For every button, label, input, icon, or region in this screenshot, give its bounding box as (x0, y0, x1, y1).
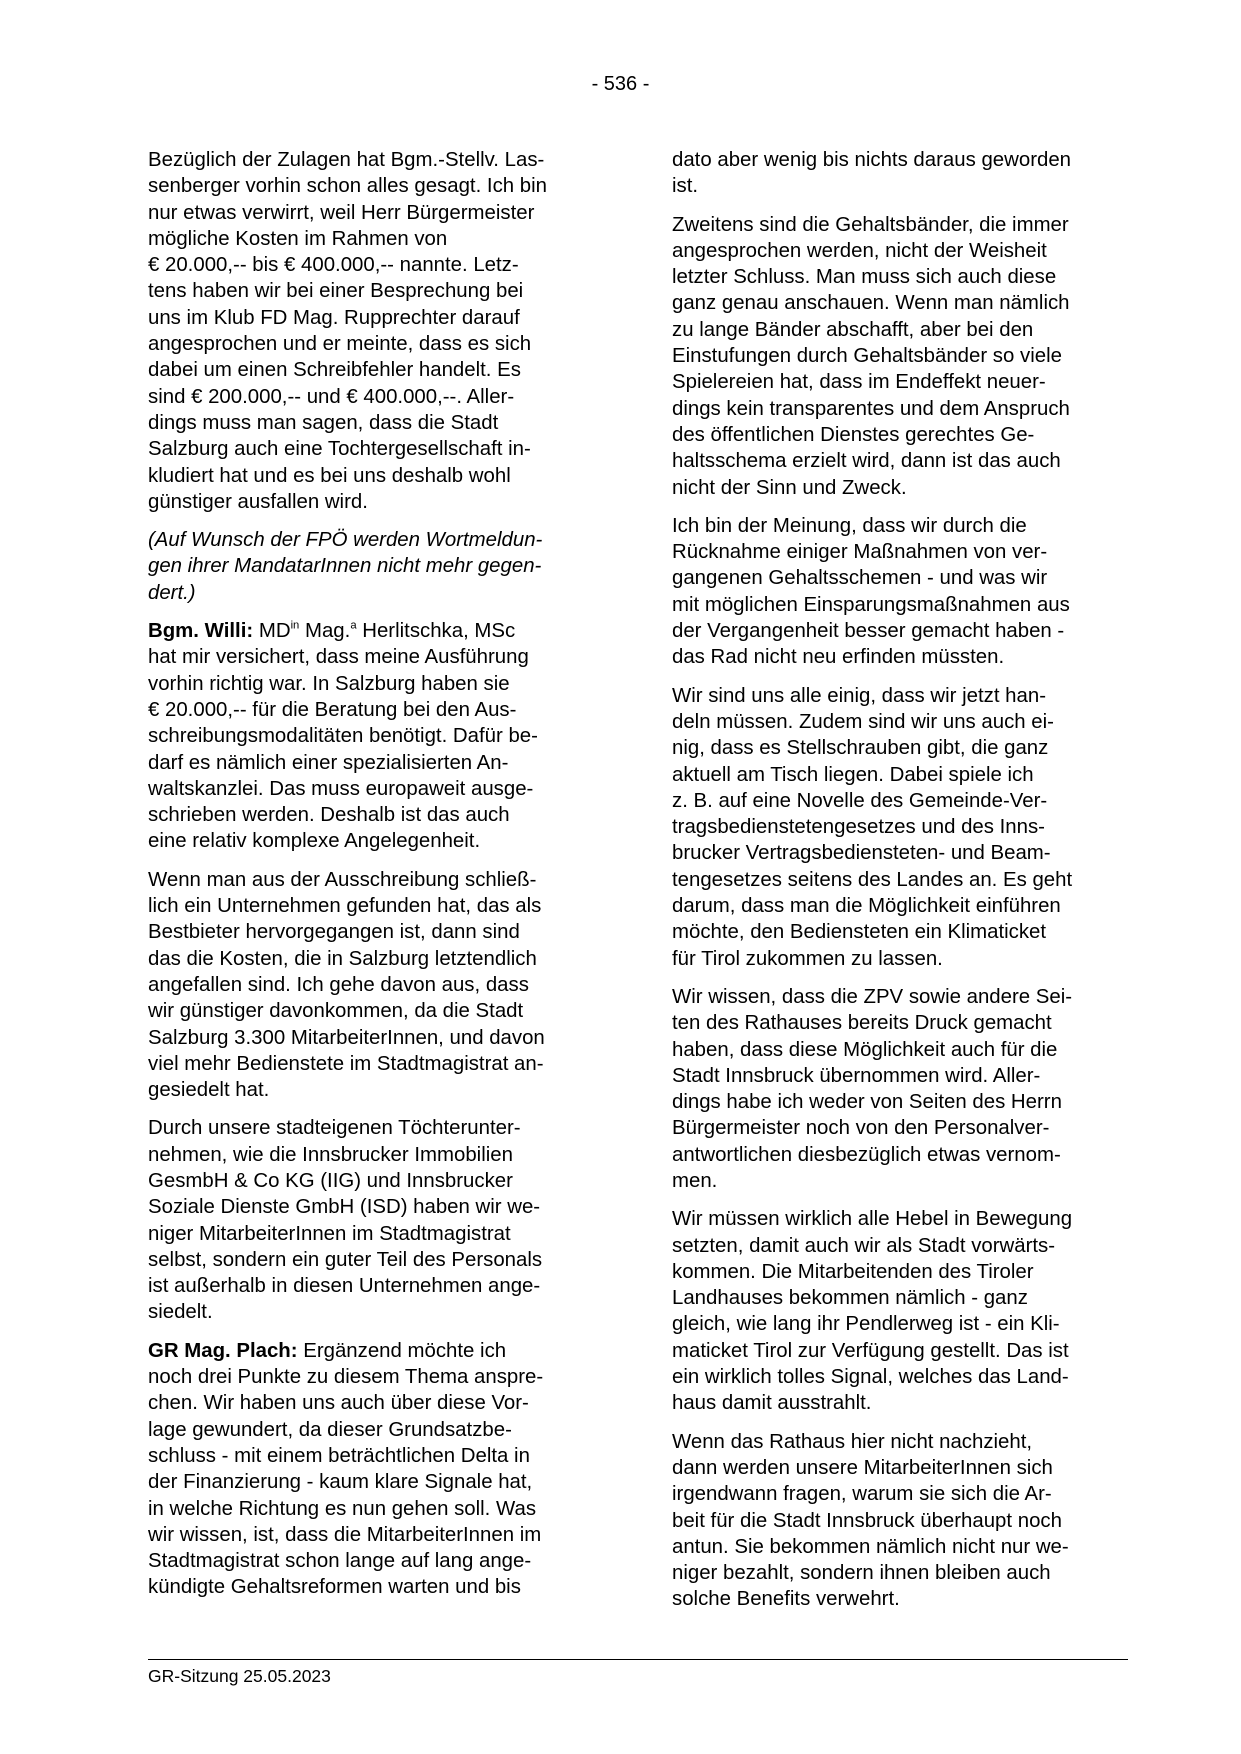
paragraph: Wir sind uns alle einig, dass wir jetzt han- deln müssen. Zudem sind wir uns auch ei- nig, dass es Stellschrauben gibt, die ganz aktuell am Tisch liegen. Dabei spiele ich z. B. auf eine Novelle des Gemeinde-Ver- tragsbedienstetengesetzes und des Inns- brucker Vertragsbediensteten- und Beam- tengesetzes seitens des Landes an. Es geht darum, dass man die Möglichkeit einführen möchte, den Bediensteten ein Klimaticket für Tirol zukommen zu lassen. (672, 684, 1073, 970)
paragraph: Durch unsere stadteigenen Töchterunter- nehmen, wie die Innsbrucker Immobilien GesmbH & Co KG (IIG) und Innsbrucker Soziale Dienste GmbH (ISD) haben wir we- niger MitarbeiterInnen im Stadtmagistrat selbst, sondern ein guter Teil des Personals ist außerhalb in diesen Unternehmen ange- siedelt. (148, 1117, 543, 1324)
title-md: MD (258, 620, 291, 643)
left-column (148, 147, 598, 1613)
speaker-name: Bgm. Willi: (148, 620, 254, 643)
right-column (672, 147, 1142, 1625)
title-mag-superscript: a (350, 619, 357, 632)
paragraph: Wenn man aus der Ausschreibung schließ- lich ein Unternehmen gefunden hat, das als Bestbieter hervorgegangen ist, dann sind das die Kosten, die in Salzburg letztendlich angefallen sind. Ich gehe davon aus, dass wir günstiger davonkommen, da die Stadt Salzburg 3.300 MitarbeiterInnen, und davon viel mehr Bedienstete im Stadtmagistrat an- gesiedelt hat. (148, 868, 545, 1102)
speech-first-line: Ergänzend möchte ich (303, 1339, 507, 1362)
paragraph: Wenn das Rathaus hier nicht nachzieht, dann werden unsere MitarbeiterInnen sich irgendwann fragen, warum sie sich die Ar- beit für die Stadt Innsbruck überhaupt noch antun. Sie bekommen nämlich nicht nur we- niger bezahlt, sondern ihnen bleiben auch solche Benefits verwehrt. (672, 1430, 1069, 1611)
paragraph: Bezüglich der Zulagen hat Bgm.-Stellv. Las- senberger vorhin schon alles gesagt. Ich bin nur etwas verwirrt, weil Herr Bürgermeister mögliche Kosten im Rahmen von € 20.000,-- bis € 400.000,-- nannte. Letz- tens haben wir bei einer Besprechung bei uns im Klub FD Mag. Rupprechter darauf angesprochen und er meinte, dass es sich dabei um einen Schreibfehler handelt. Es sind € 200.000,-- und € 400.000,--. Aller- dings muss man sagen, dass die Stadt Salzburg auch eine Tochtergesellschaft in- kludiert hat und es bei uns deshalb wohl günstiger ausfallen wird. (148, 149, 547, 513)
editorial-note: (Auf Wunsch der FPÖ werden Wortmeldun- gen ihrer MandatarInnen nicht mehr gegen- dert.) (148, 529, 543, 604)
paragraph-speaker-plach (148, 1338, 598, 1601)
footer-session-date: GR-Sitzung 25.05.2023 (148, 1666, 331, 1686)
speech-text: noch drei Punkte zu diesem Thema anspre- chen. Wir haben uns auch über diese Vor- lage gewundert, da dieser Grundsatzbe- schluss - mit einem beträchtlichen Delta in der Finanzierung - kaum klare Signale hat, in welche Richtung es nun gehen soll. Was wir wissen, ist, dass die MitarbeiterInnen im Stadtmagistrat schon lange auf lang ange- kündigte Gehaltsreformen warten und bis (148, 1366, 544, 1599)
title-md-superscript: in (290, 619, 300, 632)
paragraph: dato aber wenig bis nichts daraus geworden ist. (672, 149, 1072, 198)
paragraph: Wir müssen wirklich alle Hebel in Bewegung setzten, damit auch wir als Stadt vorwärts- kommen. Die Mitarbeitenden des Tiroler Landhauses bekommen nämlich - ganz gleich, wie lang ihr Pendlerweg ist - ein Kli- maticket Tirol zur Verfügung gestellt. Das ist ein wirklich tolles Signal, welches das Land- haus damit ausstrahlt. (672, 1208, 1073, 1415)
paragraph: Ich bin der Meinung, dass wir durch die Rücknahme einiger Maßnahmen von ver- gangenen Gehaltsschemen - und was wir mit möglichen Einsparungsmaßnahmen aus der Vergangenheit besser gemacht haben - das Rad nicht neu erfinden müssten. (672, 514, 1070, 669)
speaker-name: GR Mag. Plach: (148, 1339, 298, 1362)
speech-first-line: Herlitschka, MSc (362, 620, 516, 643)
page-number: - 536 - (591, 73, 650, 95)
paragraph: Wir wissen, dass die ZPV sowie andere Sei- ten des Rathauses bereits Druck gemacht haben, dass diese Möglichkeit auch für die Stadt Innsbruck übernommen wird. Aller- dings habe ich weder von Seiten des Herrn Bürgermeister noch von den Personalver- antwortlichen diesbezüglich etwas vernom- men. (672, 985, 1073, 1192)
speech-text: hat mir versichert, dass meine Ausführung vorhin richtig war. In Salzburg haben sie € 20.000,-- für die Beratung bei den Aus- schreibungsmodalitäten benötigt. Dafür be- darf es nämlich einer spezialisierten An- waltskanzlei. Das muss europaweit ausge- schrieben werden. Deshalb ist das auch eine relativ komplexe Angelegenheit. (148, 646, 538, 853)
title-mag: Mag. (304, 620, 351, 643)
paragraph-speaker-willi (148, 618, 598, 855)
paragraph: Zweitens sind die Gehaltsbänder, die immer angesprochen werden, nicht der Weisheit letzter Schluss. Man muss sich auch diese ganz genau anschauen. Wenn man nämlich zu lange Bänder abschafft, aber bei den Einstufungen durch Gehaltsbänder so viele Spielereien hat, dass im Endeffekt neuer- dings kein transparentes und dem Anspruch des öffentlichen Dienstes gerechtes Ge- haltsschema erzielt wird, dann ist das auch nicht der Sinn und Zweck. (672, 213, 1070, 499)
footer-divider (148, 1659, 1128, 1660)
